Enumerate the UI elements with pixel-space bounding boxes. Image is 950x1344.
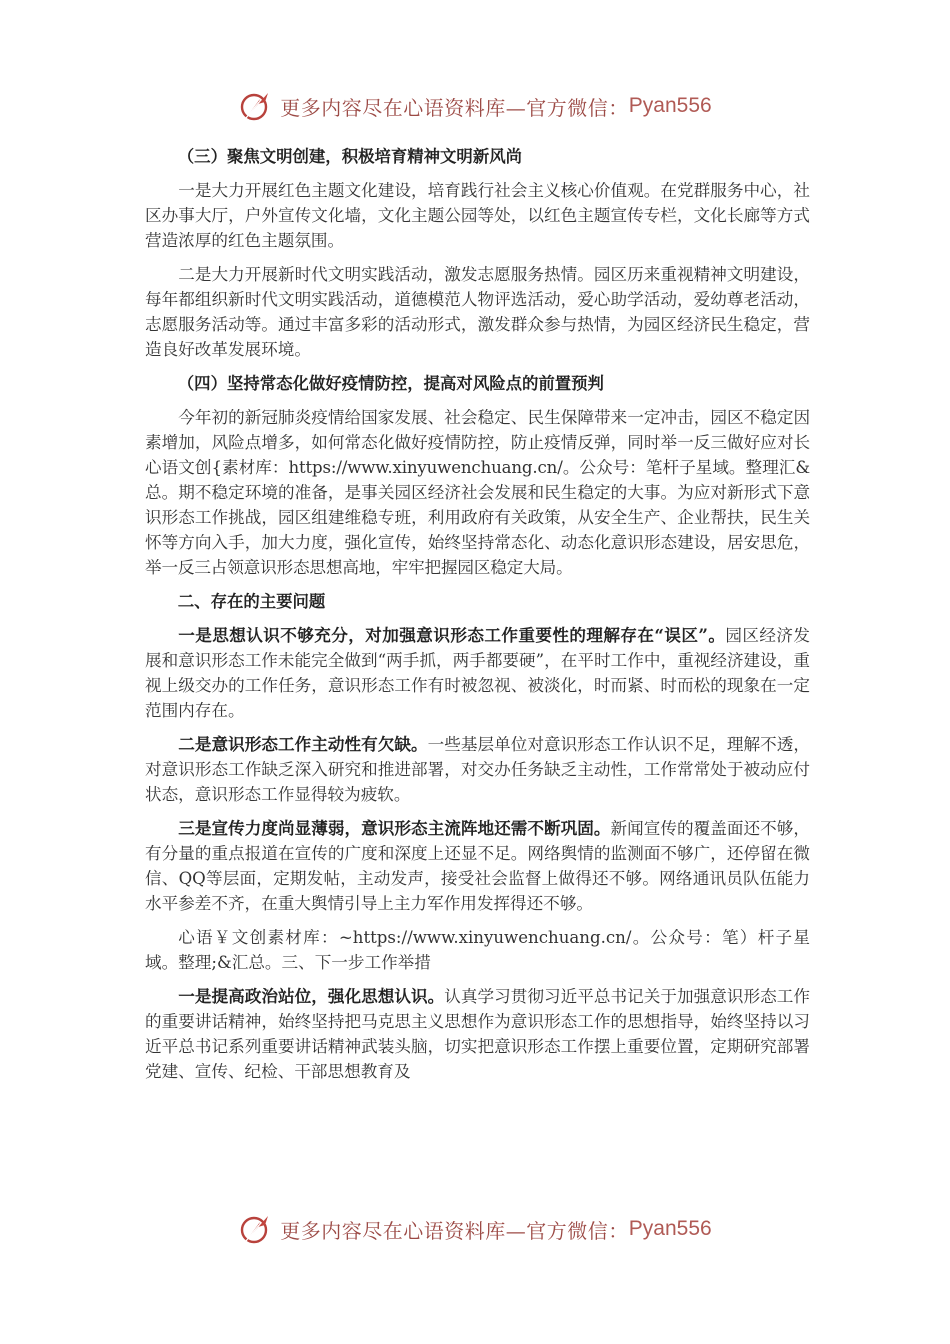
section-heading-3: （三）聚焦文明创建，积极培育精神文明新风尚 bbox=[177, 147, 522, 166]
quill-logo-icon bbox=[238, 1211, 274, 1247]
paragraph: 今年初的新冠肺炎疫情给国家发展、社会稳定、民生保障带来一定冲击，园区不稳定因素增加，风险点增多，如何常态化做好疫情防控，防止疫情反弹，同时举一反三做好应对长心语文创{素材库：https://www.xinyuwenchuang.cn/。公众号：笔杆子星域。整理汇&总。期不稳定环境的准备，是事关园区经济社会发展和民生稳定的大事。为应对新形式下意识形态工作挑战，园区组建维稳专班，利用政府有关政策，从安全生产、企业帮扶，民生关怀等方向入手，加大力度，强化宣传，始终坚持常态化、动态化意识形态建设，居安思危，举一反三占领意识形态思想高地，牢牢把握园区稳定大局。 bbox=[145, 408, 810, 577]
quill-logo-icon bbox=[238, 88, 274, 124]
banner-handle: Pyan556 bbox=[628, 1217, 712, 1240]
top-banner bbox=[0, 84, 950, 128]
paragraph: 二是大力开展新时代文明实践活动，激发志愿服务热情。园区历来重视精神文明建设，每年都组织新时代文明实践活动，道德模范人物评选活动，爱心助学活动，爱幼尊老活动，志愿服务活动等。通过丰富多彩的活动形式，激发群众参与热情，为园区经济民生稳定，营造良好改革发展环境。 bbox=[145, 265, 810, 359]
paragraph: 二是意识形态工作主动性有欠缺。一些基层单位对意识形态工作认识不足，理解不透，对意识形态工作缺乏深入研究和推进部署，对交办任务缺乏主动性，工作常常处于被动应付状态，意识形态工作显得较为疲软。 bbox=[145, 734, 811, 804]
section-heading-4: （四）坚持常态化做好疫情防控，提高对风险点的前置预判 bbox=[177, 374, 604, 393]
paragraph: 三是宣传力度尚显薄弱，意识形态主流阵地还需不断巩固。新闻宣传的覆盖面还不够，有分量的重点报道在宣传的广度和深度上还显不足。网络舆情的监测面不够广，还停留在微信、QQ等层面，定期发帖，主动发声，接受社会监督上做得还不够。网络通讯员队伍能力水平参差不齐，在重大舆情引导上主力军作用发挥得还不够。 bbox=[145, 818, 811, 913]
document-body bbox=[145, 144, 810, 1093]
paragraph: 一是思想认识不够充分，对加强意识形态工作重要性的理解存在“误区”。园区经济发展和意识形态工作未能完全做到“两手抓，两手都要硬”，在平时工作中，重视经济建设，重视上级交办的工作任务，意识形态工作有时被忽视、被淡化，时而紧、时而松的现象在一定范围内存在。 bbox=[145, 625, 811, 720]
banner-handle: Pyan556 bbox=[628, 94, 712, 117]
paragraph: 一是提高政治站位，强化思想认识。认真学习贯彻习近平总书记关于加强意识形态工作的重要讲话精神，始终坚持把马克思主义思想作为意识形态工作的思想指导，始终坚持以习近平总书记系列重要讲话精神武装头脑，切实把意识形态工作摆上重要位置，定期研究部署党建、宣传、纪检、干部思想教育及 bbox=[145, 986, 811, 1081]
banner-text: 更多内容尽在心语资料库—官方微信： bbox=[280, 1218, 629, 1243]
paragraph: 心语￥文创素材库：~https://www.xinyuwenchuang.cn/。公众号：笔）杆子星域。整理;&汇总。三、下一步工作举措 bbox=[145, 928, 810, 972]
banner-text: 更多内容尽在心语资料库—官方微信： bbox=[280, 95, 629, 120]
bottom-banner bbox=[0, 1207, 950, 1251]
section-heading-problems: 二、存在的主要问题 bbox=[177, 592, 326, 611]
paragraph: 一是大力开展红色主题文化建设，培育践行社会主义核心价值观。在党群服务中心，社区办事大厅，户外宣传文化墙，文化主题公园等处，以红色主题宣传专栏，文化长廊等方式营造浓厚的红色主题氛围。 bbox=[145, 181, 810, 250]
